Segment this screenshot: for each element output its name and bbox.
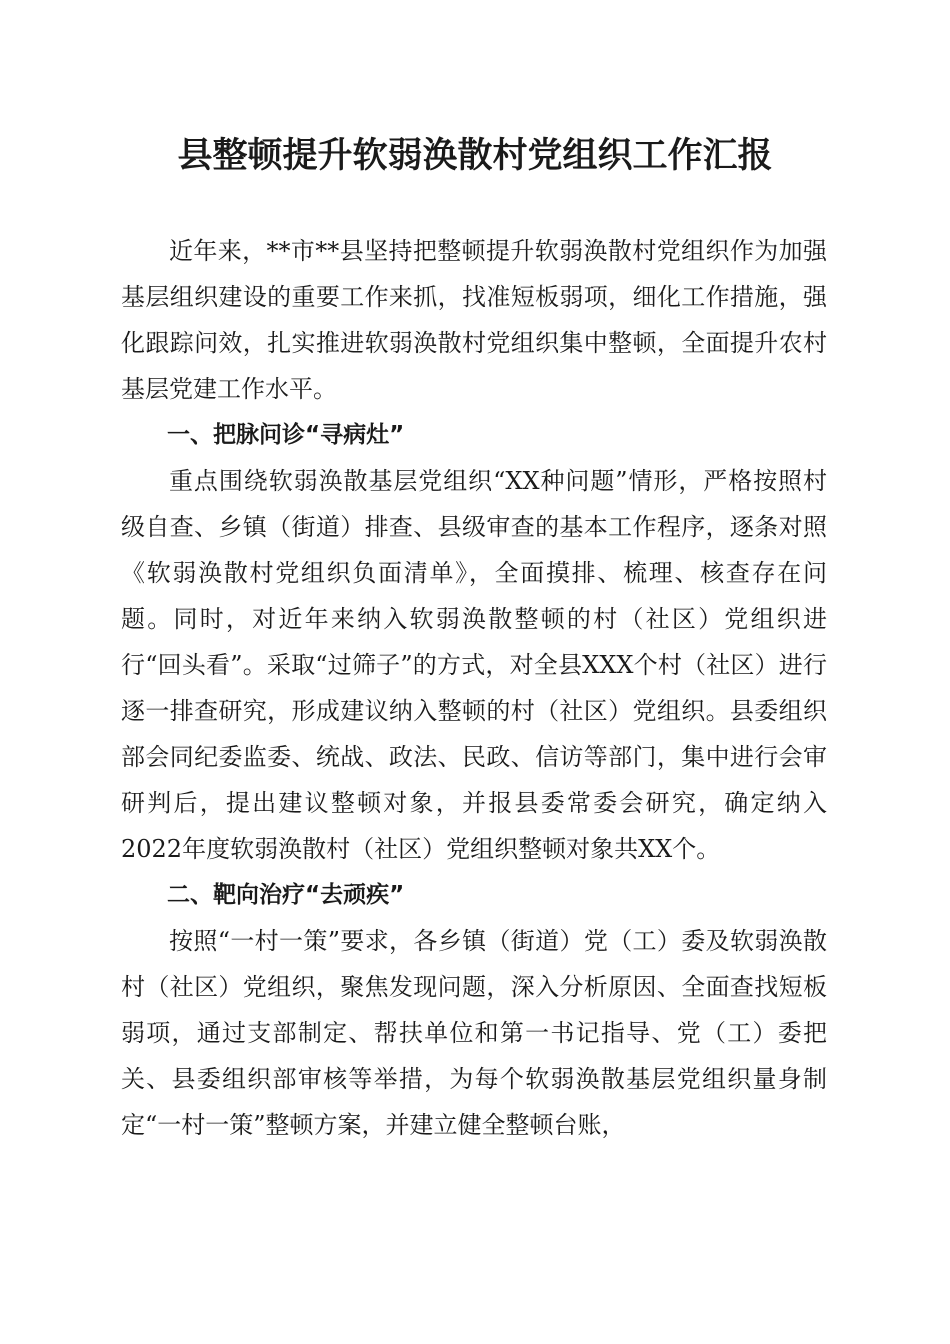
section-paragraph-2: 按照“一村一策”要求，各乡镇（街道）党（工）委及软弱涣散村（社区）党组织，聚焦发现问题，深入分析原因、全面查找短板弱项，通过支部制定、帮扶单位和第一书记指导、党（工）委把关、县委组织部审核等举措，为每个软弱涣散基层党组织量身制定“一村一策”整顿方案，并建立健全整顿台账， (121, 927, 827, 1139)
section-heading-2: 二、靶向治疗“去顽疾” (167, 882, 405, 908)
document-body (121, 228, 827, 1148)
intro-paragraph: 近年来，**市**县坚持把整顿提升软弱涣散村党组织作为加强基层组织建设的重要工作来抓，找准短板弱项，细化工作措施，强化跟踪问效，扎实推进软弱涣散村党组织集中整顿，全面提升农村基层党建工作水平。 (121, 237, 827, 403)
section-heading-1: 一、把脉问诊“寻病灶” (167, 422, 405, 448)
section-paragraph-1: 重点围绕软弱涣散基层党组织“XX种问题”情形，严格按照村级自查、乡镇（街道）排查、县级审查的基本工作程序，逐条对照《软弱涣散村党组织负面清单》，全面摸排、梳理、核查存在问题。同时，对近年来纳入软弱涣散整顿的村（社区）党组织进行“回头看”。采取“过筛子”的方式，对全县XXX个村（社区）进行逐一排查研究，形成建议纳入整顿的村（社区）党组织。县委组织部会同纪委监委、统战、政法、民政、信访等部门，集中进行会审研判后，提出建议整顿对象，并报县委常委会研究，确定纳入2022年度软弱涣散村（社区）党组织整顿对象共XX个。 (121, 467, 827, 863)
document-title: 县整顿提升软弱涣散村党组织工作汇报 (177, 135, 773, 176)
